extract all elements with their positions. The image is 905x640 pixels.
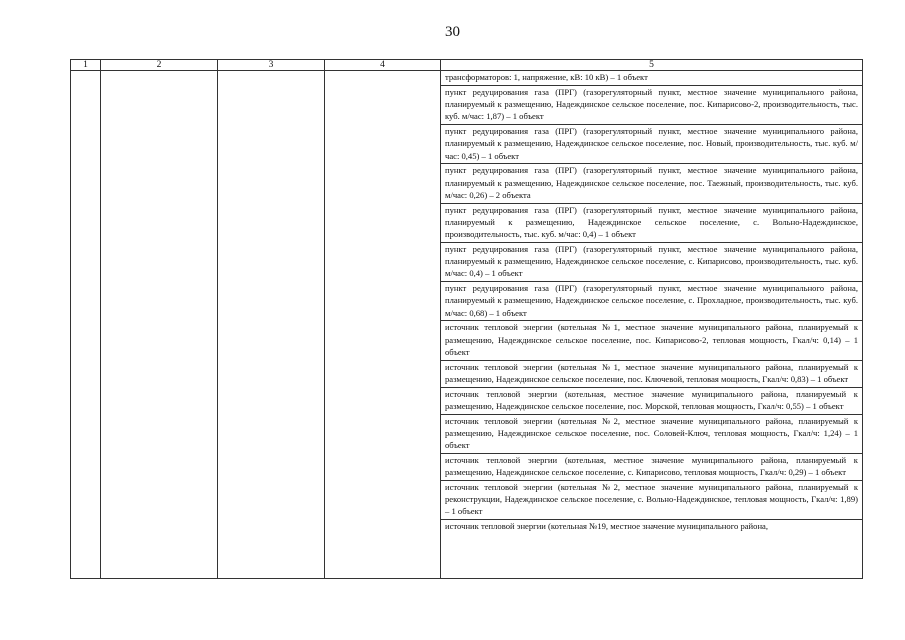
list-item: источник тепловой энергии (котельная, местное значение муниципального района, планируемый к размещению, Надеждинское сельское поселение, пос. Морской, тепловая мощность, Гкал/ч: 0,55) – 1 объект [441, 388, 862, 415]
column-4-cell [325, 71, 441, 579]
list-item: источник тепловой энергии (котельная, местное значение муниципального района, планируемый к размещению, Надеждинское сельское поселение, с. Кипарисово, тепловая мощность, Гкал/ч: 0,29) – 1 объект [441, 454, 862, 481]
column-header-4: 4 [325, 60, 441, 71]
list-item: пункт редуцирования газа (ПРГ) (газорегуляторный пункт, местное значение муниципального района, планируемый к размещению, Надеждинское сельское поселение, пос. Новый, производительность, тыс. куб. м/час: 0,45) – 1 объект [441, 125, 862, 164]
list-item: источник тепловой энергии (котельная №2, местное значение муниципального района, планируемый к реконструкции, Надеждинское сельское поселение, с. Вольно-Надеждинское, тепловая мощность, Гкал/ч: 1,89) – 1 объект [441, 481, 862, 520]
list-item: источник тепловой энергии (котельная №1, местное значение муниципального района, планируемый к размещению, Надеждинское сельское поселение, пос. Кипарисово-2, тепловая мощность, Гкал/ч: 0,14) – 1 объект [441, 321, 862, 360]
list-item: пункт редуцирования газа (ПРГ) (газорегуляторный пункт, местное значение муниципального района, планируемый к размещению, Надеждинское сельское поселение, пос. Таежный, производительность, тыс. куб. м/час: 0,26) – 2 объекта [441, 164, 862, 203]
column-3-cell [218, 71, 325, 579]
column-header-3: 3 [218, 60, 325, 71]
list-item: источник тепловой энергии (котельная №2, местное значение муниципального района, планируемый к размещению, Надеждинское сельское поселение, пос. Соловей-Ключ, тепловая мощность, Гкал/ч: 1,24) – 1 объект [441, 415, 862, 454]
list-item: источник тепловой энергии (котельная №1, местное значение муниципального района, планируемый к размещению, Надеждинское сельское поселение, пос. Ключевой, тепловая мощность, Гкал/ч: 0,83) – 1 объект [441, 361, 862, 388]
column-1-cell [71, 71, 101, 579]
column-header-2: 2 [101, 60, 218, 71]
list-item: пункт редуцирования газа (ПРГ) (газорегуляторный пункт, местное значение муниципального района, планируемый к размещению, Надеждинское сельское поселение, с. Вольно-Надеждинское, производительность, тыс. куб. м/час: 0,4) – 1 объект [441, 204, 862, 243]
table-row [71, 71, 863, 579]
column-header-5: 5 [441, 60, 863, 71]
list-item: трансформаторов: 1, напряжение, кВ: 10 кВ) – 1 объект [441, 71, 862, 86]
column-header-1: 1 [71, 60, 101, 71]
table-header-row [71, 60, 863, 71]
document-table [70, 59, 863, 579]
page-number: 30 [445, 24, 460, 40]
column-2-cell [101, 71, 218, 579]
list-item: источник тепловой энергии (котельная №19, местное значение муниципального района, [445, 521, 769, 531]
list-item: пункт редуцирования газа (ПРГ) (газорегуляторный пункт, местное значение муниципального района, планируемый к размещению, Надеждинское сельское поселение, пос. Кипарисово-2, производительность, тыс. куб. м/час: 1,87) – 1 объект [441, 86, 862, 125]
list-item: пункт редуцирования газа (ПРГ) (газорегуляторный пункт, местное значение муниципального района, планируемый к размещению, Надеждинское сельское поселение, с. Кипарисово, производительность, тыс. куб. м/час: 0,4) – 1 объект [441, 243, 862, 282]
list-item: пункт редуцирования газа (ПРГ) (газорегуляторный пункт, местное значение муниципального района, планируемый к размещению, Надеждинское сельское поселение, с. Прохладное, производительность, тыс. куб. м/час: 0,68) – 1 объект [441, 282, 862, 321]
column-5-cell [441, 71, 863, 579]
